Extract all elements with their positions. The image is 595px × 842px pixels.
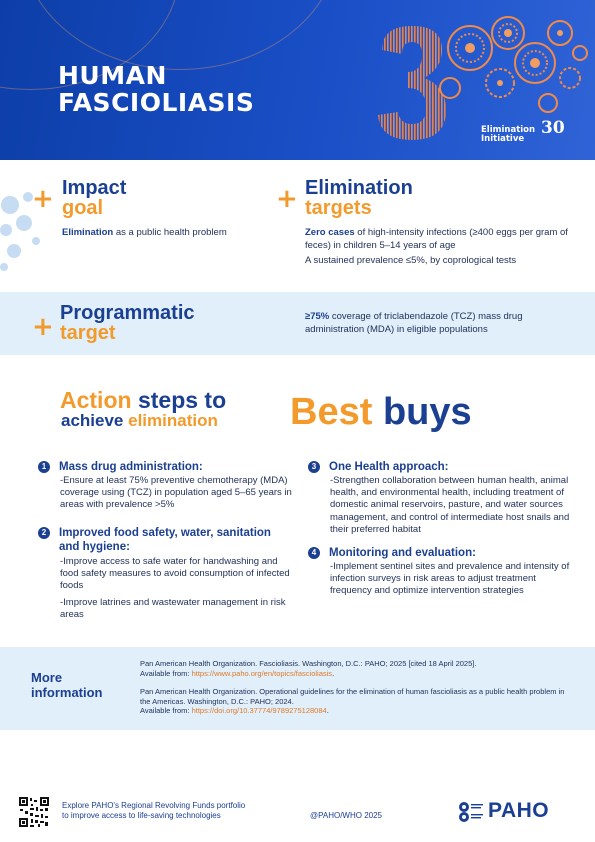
plus-icon: +	[276, 184, 298, 214]
reference-1: Pan American Health Organization. Fascioliasis. Washington, D.C.: PAHO; 2025 [cited 18 April 2025]. Available from: https://www.paho.org/en/topics/fascioliasis.	[140, 659, 477, 678]
reference-link[interactable]: https://doi.org/10.37774/9789275128084	[191, 706, 327, 715]
step-title: Mass drug administration:	[59, 461, 203, 473]
step-number-badge: 3	[308, 461, 320, 473]
step-number-badge: 1	[38, 461, 50, 473]
page-title: HUMAN FASCIOLIASIS	[58, 61, 255, 117]
more-information-title: More information	[31, 670, 103, 700]
action-steps-heading: Action steps to	[60, 387, 227, 413]
step-item: -Strengthen collaboration between human health, animal health, and environmental health, including treatment of domestic animal reservoirs, pasture, and water sources management, and control of intermediate host snails and their preferred habitat	[330, 475, 570, 535]
qr-code-icon[interactable]	[18, 796, 50, 828]
reference-2: Pan American Health Organization. Operational guidelines for the elimination of human fascioliasis as a public health problem in the Americas. Washington, D.C.: PAHO; 2024. Available from: https://doi.org/10.37774/9789275128084.	[140, 687, 565, 715]
step-item: -Implement sentinel sites and prevalence and intensity of infection surveys in risk areas to adjust treatment frequency and optimize intervention strategies	[330, 561, 570, 597]
elimination-logo-number: 30	[541, 118, 565, 138]
impact-text: Elimination as a public health problem	[62, 227, 227, 238]
action-steps-subheading: achieve elimination	[61, 411, 218, 430]
gear-cluster-icon	[430, 8, 590, 118]
elimination-heading: Elimination	[305, 177, 413, 199]
step-item: -Improve latrines and wastewater management in risk areas	[60, 597, 286, 621]
footer-copyright: @PAHO/WHO 2025	[310, 811, 382, 820]
programmatic-text: ≥75% coverage of triclabendazole (TCZ) mass drug administration (MDA) in eligible populations	[305, 311, 523, 335]
step-item: -Improve access to safe water for handwashing and food safety measures to avoid consumption of infected foods	[60, 556, 290, 592]
header-banner	[0, 0, 595, 160]
elimination-target-1: Zero cases of high-intensity infections (≥400 eggs per gram of feces) in children 5–14 years of age	[305, 227, 568, 251]
footer-explore-text: Explore PAHO's Regional Revolving Funds portfolio to improve access to life-saving technologies	[62, 801, 246, 820]
step-number-badge: 4	[308, 547, 320, 559]
reference-link[interactable]: https://www.paho.org/en/topics/fascioliasis	[191, 668, 333, 678]
programmatic-subheading: target	[60, 322, 116, 344]
step-title: Improved food safety, water, sanitation and hygiene:	[59, 527, 271, 553]
best-buys-heading: Best buys	[290, 391, 472, 433]
step-title: Monitoring and evaluation:	[329, 547, 476, 559]
step-title: One Health approach:	[329, 461, 449, 473]
programmatic-heading: Programmatic	[60, 302, 195, 324]
impact-subheading: goal	[62, 197, 104, 219]
elimination-target-2: A sustained prevalence ≤5%, by coprological tests	[305, 255, 517, 266]
step-number-badge: 2	[38, 527, 50, 539]
elimination-subheading: targets	[305, 197, 372, 219]
elimination-initiative-logo: Elimination Initiative 30	[481, 118, 565, 144]
step-item: -Ensure at least 75% preventive chemotherapy (MDA) coverage using (TCZ) in population aged 5–65 years in areas with prevalence >5%	[60, 475, 292, 511]
paho-logo: PAHO	[488, 799, 550, 822]
paho-emblem-icon	[458, 801, 484, 823]
plus-icon: +	[32, 184, 54, 214]
impact-heading: Impact	[62, 177, 127, 199]
plus-icon: +	[32, 312, 54, 342]
